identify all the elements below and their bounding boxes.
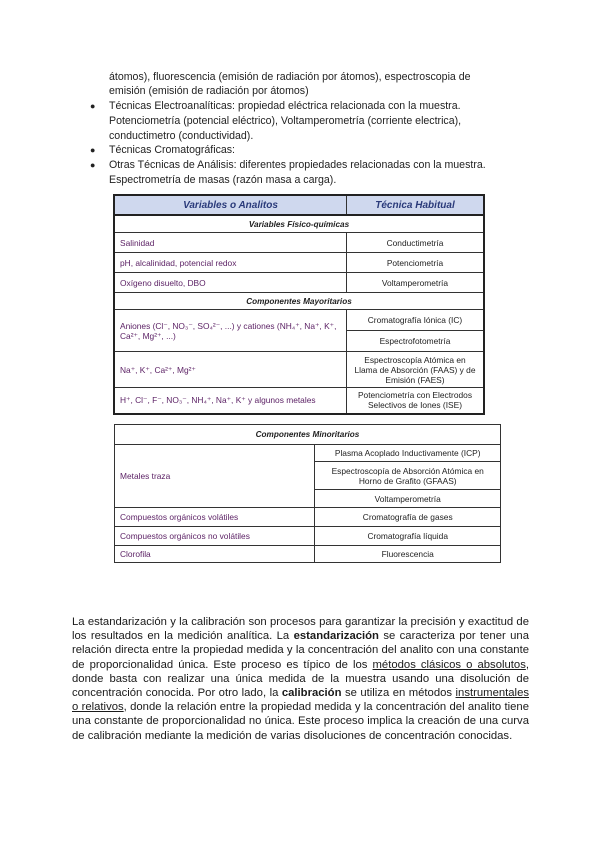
bullet-other-line-1: Otras Técnicas de Análisis: diferentes propiedades relacionadas con la muestra. <box>109 159 486 171</box>
technique-cell: Cromatografía Iónica (IC) <box>346 310 484 331</box>
table-row <box>115 527 501 546</box>
technique-cell: Potenciometría <box>346 253 484 273</box>
analyte-cell: Compuestos orgánicos no volátiles <box>115 527 315 546</box>
table-row <box>114 352 484 388</box>
technique-cell: Voltamperometría <box>315 490 501 508</box>
table-row <box>115 546 501 563</box>
table-header-row <box>114 195 484 215</box>
technique-cell: Espectroscopía de Absorción Atómica en Horno de Grafito (GFAAS) <box>315 462 501 490</box>
term-calibration: calibración <box>281 687 342 700</box>
technique-cell: Plasma Acoplado Inductivamente (ICP) <box>315 445 501 462</box>
bullet-electro-line-1: Técnicas Electroanalíticas: propiedad eléctrica relacionada con la muestra. <box>109 100 461 112</box>
section-major: Componentes Mayoritarios <box>114 293 484 310</box>
intro-line-1: átomos), fluorescencia (emisión de radiación por átomos), espectroscopia de <box>109 71 471 83</box>
col-header-technique: Técnica Habitual <box>346 195 484 215</box>
term-instrumental-methods: instrumentales o relativos <box>72 687 529 714</box>
section-row <box>114 215 484 233</box>
technique-cell: Voltamperometría <box>346 273 484 293</box>
analyte-cell: H⁺, Cl⁻, F⁻, NO₃⁻, NH₄⁺, Na⁺, K⁺ y algunos metales <box>114 388 346 414</box>
table-row <box>114 273 484 293</box>
term-standardization: estandarización <box>293 630 379 643</box>
bullet-electro-line-3: conductimetro (conductividad). <box>109 130 254 142</box>
col-header-analytes: Variables o Analitos <box>114 195 346 215</box>
bullet-electro-line-2: Potenciometría (potencial eléctrico), Voltamperometría (corriente electrica), <box>109 115 462 127</box>
table-row <box>114 253 484 273</box>
section-minor: Componentes Minoritarios <box>115 425 501 445</box>
bullet-other-line-2: Espectrometría de masas (razón masa a carga). <box>109 174 337 186</box>
technique-cell: Cromatografía de gases <box>315 508 501 527</box>
bullet-chroma-line-1: Técnicas Cromatográficas: <box>109 144 235 156</box>
standardization-paragraph <box>72 615 529 743</box>
term-classical-methods: métodos clásicos o absolutos <box>372 658 526 671</box>
intro-line-2: emisión (emisión de radiación por átomos) <box>109 85 309 97</box>
analyte-cell: pH, alcalinidad, potencial redox <box>114 253 346 273</box>
bullet-marker: ● <box>90 145 96 155</box>
table-row <box>115 445 501 462</box>
bullet-marker: ● <box>90 160 96 170</box>
para-text-2: se caracteriza por tener una relación directa entre la propiedad medida y la concentración del analito con una constante de proporcionalidad única. Este proceso es típico de los <box>72 630 529 671</box>
analyte-cell: Oxígeno disuelto, DBO <box>114 273 346 293</box>
analyte-cell: Compuestos orgánicos volátiles <box>115 508 315 527</box>
table-row <box>114 310 484 331</box>
techniques-table-minor <box>114 424 501 563</box>
table-row <box>114 233 484 253</box>
analyte-cell: Salinidad <box>114 233 346 253</box>
para-text-5: , donde la relación entre la propiedad medida y la concentración del analito tiene una constante de proporcionalidad no única. Este proceso implica la creación de una curva de calibración mediante la medición de varias disoluciones de concentración conocidas. <box>72 701 529 742</box>
para-text-3: , donde basta con realizar una única medida de la muestra usando una disolución de concentración conocida. Por otro lado, la <box>72 658 529 700</box>
technique-cell: Espectroscopía Atómica en Llama de Absorción (FAAS) y de Emisión (FAES) <box>346 352 484 388</box>
table-row <box>114 388 484 414</box>
analyte-cell: Aniones (Cl⁻, NO₃⁻, SO₄²⁻, ...) y cationes (NH₄⁺, Na⁺, K⁺, Ca²⁺, Mg²⁺, ...) <box>114 310 346 352</box>
technique-cell: Espectrofotometría <box>346 331 484 352</box>
technique-cell: Cromatografía líquida <box>315 527 501 546</box>
analyte-cell: Na⁺, K⁺, Ca²⁺, Mg²⁺ <box>114 352 346 388</box>
technique-cell: Potenciometría con Electrodos Selectivos de Iones (ISE) <box>346 388 484 414</box>
para-text-4: se utiliza en métodos <box>341 687 456 700</box>
bullet-marker: ● <box>90 101 96 111</box>
techniques-table-major <box>113 194 485 415</box>
analyte-cell: Clorofila <box>115 546 315 563</box>
section-row <box>115 425 501 445</box>
para-text-1: La estandarización y la calibración son procesos para garantizar la precisión y exactitud de los resultados en la medición analítica. La <box>72 616 529 643</box>
section-row <box>114 293 484 310</box>
technique-cell: Conductimetría <box>346 233 484 253</box>
technique-cell: Fluorescencia <box>315 546 501 563</box>
table-row <box>115 508 501 527</box>
section-physchem: Variables Físico-químicas <box>114 215 484 233</box>
analyte-cell: Metales traza <box>115 445 315 508</box>
